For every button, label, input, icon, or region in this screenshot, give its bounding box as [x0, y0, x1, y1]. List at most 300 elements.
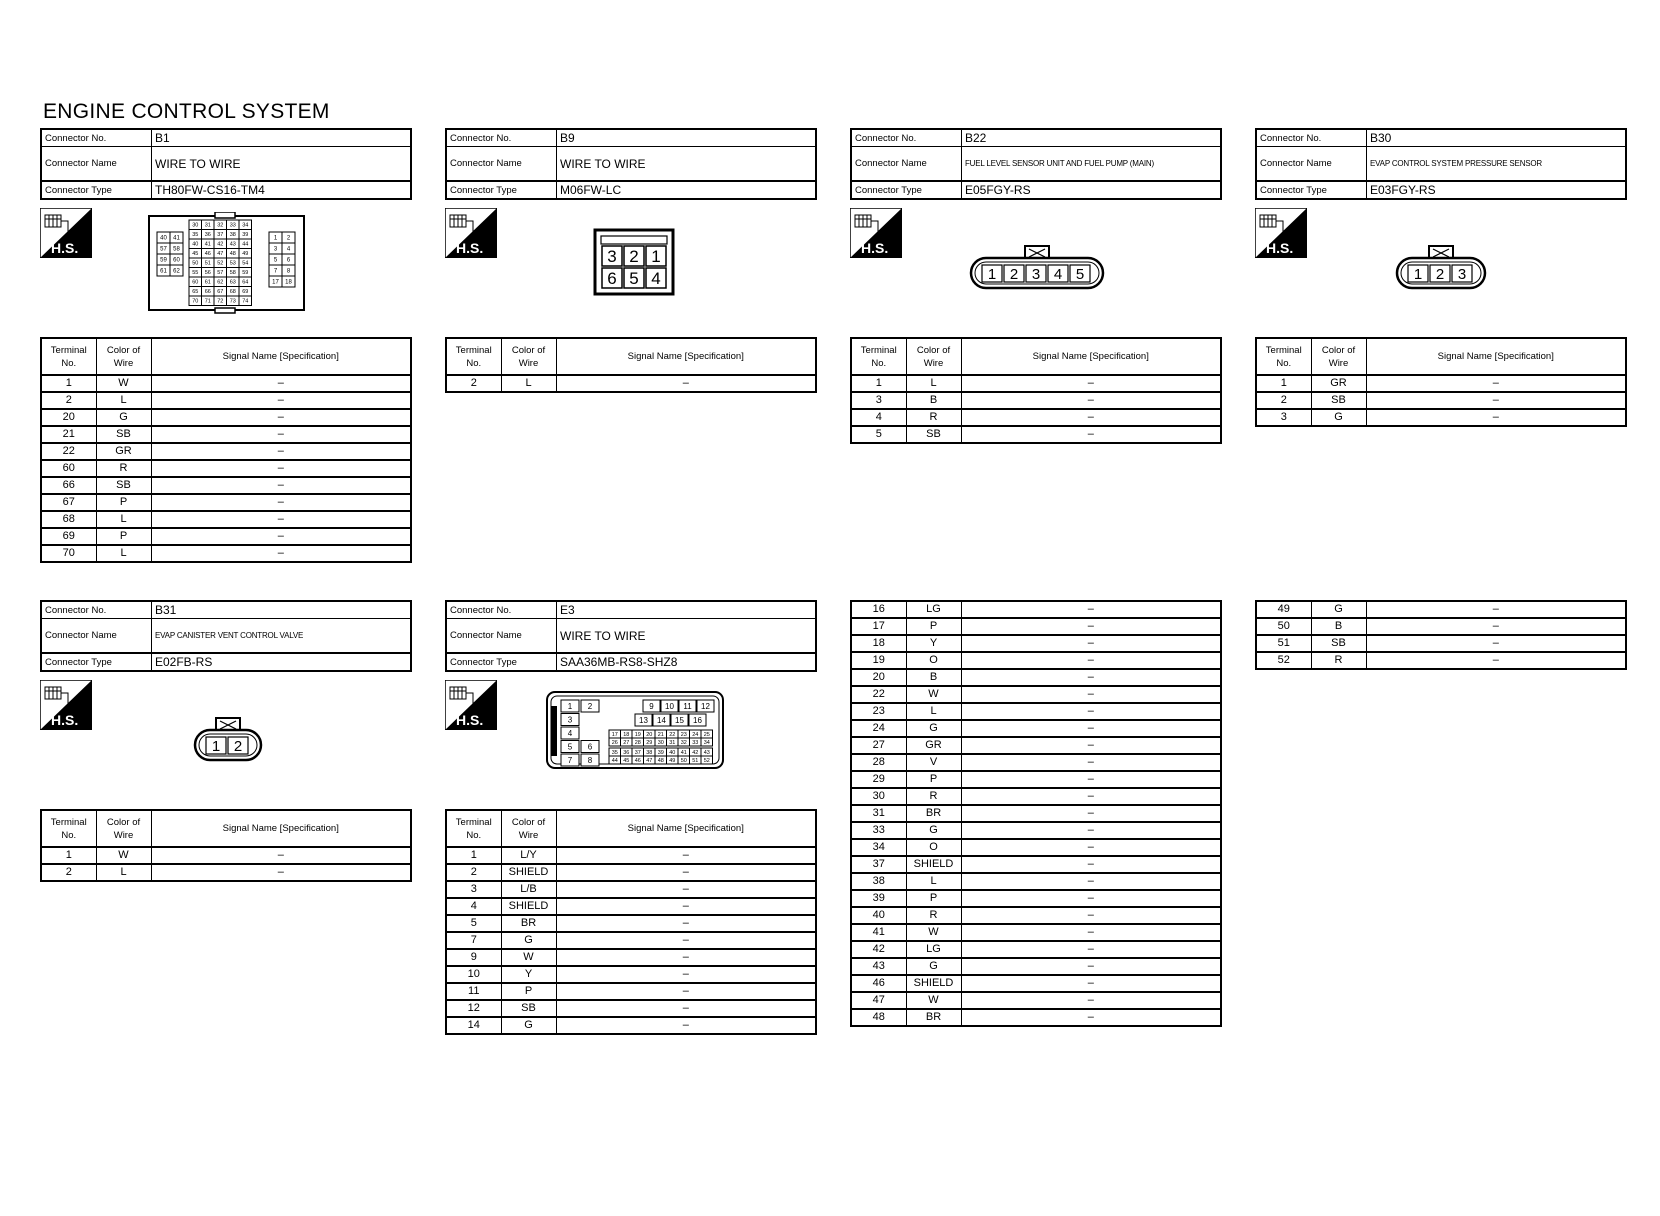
terminal-no-cell: 70: [41, 545, 96, 562]
pin-label: 42: [217, 241, 224, 248]
pin-label: 33: [229, 222, 236, 229]
pin-label: 52: [703, 757, 710, 764]
signal-name-cell: –: [961, 975, 1221, 992]
wire-color-cell: SB: [1311, 635, 1366, 652]
pin-label: 18: [623, 731, 630, 738]
pin-label: 7: [567, 756, 573, 765]
connector-diagram-area: [445, 200, 817, 337]
wire-color-cell: W: [906, 686, 961, 703]
terminal-no-cell: 47: [851, 992, 906, 1009]
wire-color-cell: GR: [96, 443, 151, 460]
pin-label: 27: [623, 739, 630, 746]
table-row: [851, 409, 1221, 426]
pin-label: 3: [567, 715, 573, 725]
pin-label: 5: [629, 269, 639, 288]
signal-name-cell: –: [961, 873, 1221, 890]
signal-name-cell: –: [961, 669, 1221, 686]
table-row: [446, 847, 816, 864]
pin-label: 46: [634, 757, 641, 764]
wire-color-cell: L/Y: [501, 847, 556, 864]
wire-color-cell: R: [96, 460, 151, 477]
table-row: [851, 426, 1221, 443]
table-row: [41, 392, 411, 409]
pin-label: 41: [173, 235, 180, 242]
pin-label: 5: [1075, 266, 1085, 283]
connector-name-label: Connector Name: [41, 619, 152, 654]
wire-color-cell: O: [906, 839, 961, 856]
wire-color-cell: W: [96, 847, 151, 864]
terminal-no-cell: 17: [851, 618, 906, 635]
table-row: [851, 822, 1221, 839]
terminal-no-cell: 2: [1256, 392, 1311, 409]
wire-color-cell: B: [1311, 618, 1366, 635]
wire-color-cell: V: [906, 754, 961, 771]
connector-name-label: Connector Name: [446, 619, 557, 654]
connector-type-label: Connector Type: [41, 653, 152, 671]
wire-color-cell: L: [96, 392, 151, 409]
signal-name-cell: –: [556, 1000, 816, 1017]
connector-name-label: Connector Name: [851, 147, 962, 182]
wire-color-cell: L: [906, 703, 961, 720]
wire-color-cell: L: [906, 375, 961, 392]
table-row: [851, 754, 1221, 771]
wire-color-cell: G: [906, 822, 961, 839]
pin-label: 12: [701, 702, 710, 711]
terminal-no-cell: 20: [851, 669, 906, 686]
terminal-no-cell: 2: [41, 392, 96, 409]
table-row: [851, 635, 1221, 652]
table-row: [41, 477, 411, 494]
wire-color-header: Color of Wire: [501, 338, 556, 375]
table-row: [1256, 392, 1626, 409]
pin-label: 48: [657, 757, 664, 764]
table-row: [1256, 618, 1626, 635]
signal-name-cell: –: [961, 788, 1221, 805]
pin-label: 43: [703, 749, 710, 756]
pin-label: 57: [160, 246, 167, 253]
pin-label: 55: [192, 270, 199, 277]
wire-color-cell: P: [906, 618, 961, 635]
pin-label: 67: [217, 289, 224, 296]
hs-label: H.S.: [456, 712, 484, 728]
terminal-no-cell: 9: [446, 949, 501, 966]
connector-type-value: E03FGY-RS: [1367, 181, 1627, 199]
table-row: [851, 924, 1221, 941]
pin-label: 6: [286, 257, 291, 264]
pin-label: 21: [657, 731, 664, 738]
connector-no-value: E3: [557, 601, 817, 619]
connector-type-value: TH80FW-CS16-TM4: [152, 181, 412, 199]
signal-name-header: Signal Name [Specification]: [151, 338, 411, 375]
pin-label: 48: [229, 251, 236, 258]
table-row: [851, 652, 1221, 669]
wire-color-cell: Y: [906, 635, 961, 652]
connector-diagram-b30: [1395, 244, 1487, 292]
pin-label: 2: [233, 738, 243, 755]
terminal-no-cell: 3: [446, 881, 501, 898]
terminal-no-cell: 3: [851, 392, 906, 409]
pin-label: 2: [1009, 266, 1019, 283]
pin-label: 29: [646, 739, 653, 746]
terminal-table: [850, 600, 1222, 1027]
table-row: [446, 915, 816, 932]
table-row: [851, 907, 1221, 924]
pin-label: 3: [273, 246, 278, 253]
table-row: [851, 805, 1221, 822]
terminal-no-cell: 1: [851, 375, 906, 392]
signal-name-cell: –: [961, 409, 1221, 426]
connector-name-value: WIRE TO WIRE: [152, 147, 412, 182]
pin-label: 58: [229, 270, 236, 277]
wire-color-cell: SHIELD: [501, 864, 556, 881]
pin-label: 13: [639, 716, 648, 725]
signal-name-cell: –: [1366, 375, 1626, 392]
wire-color-cell: L: [906, 873, 961, 890]
terminal-no-cell: 34: [851, 839, 906, 856]
terminal-no-cell: 43: [851, 958, 906, 975]
connector-diagram-area: [1255, 200, 1627, 337]
wire-color-cell: B: [906, 392, 961, 409]
table-row: [446, 1017, 816, 1034]
pin-label: 11: [683, 702, 692, 711]
signal-name-cell: –: [961, 992, 1221, 1009]
pin-label: 22: [669, 731, 676, 738]
connector-block-b9: [445, 128, 817, 393]
wire-color-cell: G: [501, 1017, 556, 1034]
wire-color-cell: B: [906, 669, 961, 686]
table-row: [851, 618, 1221, 635]
pin-label: 37: [634, 749, 641, 756]
wire-color-cell: BR: [906, 805, 961, 822]
connector-no-label: Connector No.: [1256, 129, 1367, 147]
wire-color-header: Color of Wire: [96, 810, 151, 847]
pin-label: 68: [229, 289, 236, 296]
terminal-no-cell: 28: [851, 754, 906, 771]
connector-diagram-b22: [969, 244, 1105, 292]
signal-name-cell: –: [1366, 392, 1626, 409]
table-row: [41, 375, 411, 392]
table-row: [41, 460, 411, 477]
pin-label: 42: [692, 749, 699, 756]
connector-no-value: B9: [557, 129, 817, 147]
table-row: [851, 890, 1221, 907]
signal-name-cell: –: [1366, 409, 1626, 426]
pin-label: 43: [229, 241, 236, 248]
signal-name-cell: –: [961, 805, 1221, 822]
pin-label: 36: [204, 232, 211, 239]
signal-name-header: Signal Name [Specification]: [556, 810, 816, 847]
signal-name-cell: –: [961, 839, 1221, 856]
pin-label: 45: [192, 251, 199, 258]
hs-label: H.S.: [51, 712, 79, 728]
table-row: [446, 375, 816, 392]
pin-label: 44: [242, 241, 249, 248]
terminal-no-cell: 31: [851, 805, 906, 822]
harness-side-icon: [40, 680, 92, 730]
pin-label: 32: [217, 222, 224, 229]
terminal-no-cell: 27: [851, 737, 906, 754]
wire-color-cell: R: [906, 907, 961, 924]
terminal-no-cell: 41: [851, 924, 906, 941]
pin-label: 69: [242, 289, 249, 296]
signal-name-cell: –: [961, 652, 1221, 669]
pin-label: 15: [675, 716, 684, 725]
table-row: [851, 392, 1221, 409]
pin-label: 45: [623, 757, 630, 764]
table-row: [41, 443, 411, 460]
wire-color-cell: SHIELD: [501, 898, 556, 915]
pin-label: 6: [587, 742, 593, 752]
connector-name-value: FUEL LEVEL SENSOR UNIT AND FUEL PUMP (MAIN): [962, 147, 1222, 182]
pin-label: 38: [646, 749, 653, 756]
pin-label: 50: [680, 757, 687, 764]
signal-name-cell: –: [961, 686, 1221, 703]
terminal-no-header: Terminal No.: [41, 810, 96, 847]
pin-label: 40: [192, 241, 199, 248]
pin-label: 53: [229, 260, 236, 267]
pin-label: 66: [204, 289, 211, 296]
table-row: [851, 601, 1221, 618]
connector-diagram-b9: [593, 228, 677, 298]
signal-name-cell: –: [556, 847, 816, 864]
pin-label: 35: [611, 749, 618, 756]
signal-name-cell: –: [556, 966, 816, 983]
signal-name-cell: –: [961, 1009, 1221, 1026]
connector-diagram-area: [445, 672, 817, 809]
wire-color-cell: BR: [501, 915, 556, 932]
wire-color-cell: R: [1311, 652, 1366, 669]
hs-label: H.S.: [456, 240, 484, 256]
connector-diagram-e3: [545, 690, 725, 770]
connector-block-b30: [1255, 128, 1627, 427]
terminal-no-cell: 29: [851, 771, 906, 788]
hs-label: H.S.: [51, 240, 79, 256]
pin-label: 33: [692, 739, 699, 746]
terminal-no-cell: 40: [851, 907, 906, 924]
wire-color-cell: G: [906, 958, 961, 975]
pin-label: 74: [242, 298, 249, 305]
connector-info-table: [40, 128, 412, 200]
table-row: [41, 511, 411, 528]
terminal-no-header: Terminal No.: [446, 810, 501, 847]
pin-label: 4: [286, 246, 291, 253]
terminal-no-cell: 60: [41, 460, 96, 477]
wire-color-cell: SHIELD: [906, 975, 961, 992]
signal-name-cell: –: [151, 545, 411, 562]
terminal-no-cell: 7: [446, 932, 501, 949]
pin-label: 1: [987, 266, 997, 283]
pin-label: 8: [587, 756, 593, 765]
terminal-no-cell: 11: [446, 983, 501, 1000]
terminal-no-cell: 3: [1256, 409, 1311, 426]
pin-label: 70: [192, 298, 199, 305]
terminal-no-cell: 37: [851, 856, 906, 873]
terminal-no-cell: 22: [851, 686, 906, 703]
connector-name-label: Connector Name: [1256, 147, 1367, 182]
table-row: [41, 864, 411, 881]
pin-label: 46: [204, 251, 211, 258]
connector-name-value: EVAP CANISTER VENT CONTROL VALVE: [152, 619, 412, 654]
connector-diagram-area: [40, 200, 412, 337]
pin-label: 19: [634, 731, 641, 738]
pin-label: 2: [629, 247, 639, 266]
signal-name-cell: –: [961, 958, 1221, 975]
pin-label: 61: [160, 268, 167, 275]
wire-color-cell: GR: [906, 737, 961, 754]
pin-label: 28: [634, 739, 641, 746]
table-row: [446, 983, 816, 1000]
pin-label: 63: [229, 279, 236, 286]
wire-color-header: Color of Wire: [501, 810, 556, 847]
pin-label: 16: [693, 716, 702, 725]
wire-color-cell: O: [906, 652, 961, 669]
wire-color-cell: SB: [501, 1000, 556, 1017]
connector-diagram-area: [40, 672, 412, 809]
terminal-no-header: Terminal No.: [446, 338, 501, 375]
pin-label: 60: [192, 279, 199, 286]
pin-label: 3: [1457, 266, 1467, 283]
wire-color-cell: G: [1311, 409, 1366, 426]
pin-label: 62: [217, 279, 224, 286]
terminal-no-cell: 30: [851, 788, 906, 805]
pin-label: 31: [669, 739, 676, 746]
pin-label: 5: [567, 742, 573, 752]
pin-label: 3: [1031, 266, 1041, 283]
pin-label: 4: [567, 729, 573, 738]
signal-name-cell: –: [556, 898, 816, 915]
table-row: [851, 669, 1221, 686]
pin-label: 25: [703, 731, 710, 738]
table-row: [851, 992, 1221, 1009]
table-row: [446, 966, 816, 983]
terminal-no-cell: 51: [1256, 635, 1311, 652]
terminal-no-cell: 20: [41, 409, 96, 426]
signal-name-cell: –: [961, 375, 1221, 392]
terminal-no-cell: 18: [851, 635, 906, 652]
pin-label: 59: [242, 270, 249, 277]
pin-label: 73: [229, 298, 236, 305]
table-row: [851, 1009, 1221, 1026]
pin-label: 7: [273, 268, 278, 275]
pin-label: 17: [272, 279, 279, 286]
terminal-no-cell: 46: [851, 975, 906, 992]
harness-side-icon: [850, 208, 902, 258]
wire-color-cell: G: [501, 932, 556, 949]
terminal-no-header: Terminal No.: [41, 338, 96, 375]
wire-color-cell: G: [1311, 601, 1366, 618]
terminal-no-cell: 14: [446, 1017, 501, 1034]
connector-no-label: Connector No.: [41, 601, 152, 619]
e3-terminal-table-continued-2: [1255, 600, 1627, 670]
terminal-no-cell: 21: [41, 426, 96, 443]
signal-name-cell: –: [556, 949, 816, 966]
connector-no-value: B1: [152, 129, 412, 147]
pin-label: 24: [692, 731, 699, 738]
connector-type-label: Connector Type: [1256, 181, 1367, 199]
signal-name-cell: –: [151, 375, 411, 392]
wire-color-cell: L/B: [501, 881, 556, 898]
pin-label: 49: [669, 757, 676, 764]
table-row: [446, 932, 816, 949]
connector-diagram-b31: [193, 716, 263, 764]
table-row: [851, 856, 1221, 873]
signal-name-cell: –: [961, 924, 1221, 941]
signal-name-cell: –: [151, 847, 411, 864]
terminal-table: [445, 337, 817, 393]
wire-color-header: Color of Wire: [906, 338, 961, 375]
pin-label: 52: [217, 260, 224, 267]
table-row: [41, 528, 411, 545]
signal-name-cell: –: [151, 460, 411, 477]
pin-label: 10: [665, 702, 674, 711]
wire-color-cell: G: [96, 409, 151, 426]
terminal-no-cell: 1: [1256, 375, 1311, 392]
signal-name-cell: –: [556, 881, 816, 898]
table-row: [851, 686, 1221, 703]
pin-label: 1: [567, 702, 573, 711]
wire-color-cell: P: [96, 494, 151, 511]
pin-label: 51: [204, 260, 211, 267]
signal-name-cell: –: [151, 511, 411, 528]
pin-label: 8: [286, 268, 291, 275]
pin-label: 36: [623, 749, 630, 756]
connector-type-label: Connector Type: [446, 653, 557, 671]
signal-name-cell: –: [961, 907, 1221, 924]
connector-type-value: E05FGY-RS: [962, 181, 1222, 199]
harness-side-icon: [1255, 208, 1307, 258]
table-row: [41, 494, 411, 511]
pin-label: 71: [204, 298, 211, 305]
terminal-no-cell: 4: [851, 409, 906, 426]
connector-no-value: B31: [152, 601, 412, 619]
table-row: [41, 409, 411, 426]
wire-color-cell: P: [906, 771, 961, 788]
table-row: [41, 426, 411, 443]
terminal-no-cell: 19: [851, 652, 906, 669]
page-title: ENGINE CONTROL SYSTEM: [43, 100, 330, 123]
hs-label: H.S.: [861, 240, 889, 256]
pin-label: 1: [273, 235, 278, 242]
pin-label: 34: [242, 222, 249, 229]
harness-side-icon: [445, 680, 497, 730]
terminal-no-header: Terminal No.: [1256, 338, 1311, 375]
connector-type-value: E02FB-RS: [152, 653, 412, 671]
pin-label: 47: [217, 251, 224, 258]
connector-no-label: Connector No.: [41, 129, 152, 147]
pin-label: 26: [611, 739, 618, 746]
connector-info-table: [1255, 128, 1627, 200]
wire-color-cell: R: [906, 788, 961, 805]
signal-name-cell: –: [151, 864, 411, 881]
terminal-no-cell: 2: [446, 375, 501, 392]
table-row: [446, 1000, 816, 1017]
pin-label: 62: [173, 268, 180, 275]
connector-info-table: [40, 600, 412, 672]
terminal-no-cell: 42: [851, 941, 906, 958]
pin-label: 40: [669, 749, 676, 756]
wire-color-cell: L: [501, 375, 556, 392]
table-row: [851, 958, 1221, 975]
signal-name-header: Signal Name [Specification]: [961, 338, 1221, 375]
terminal-no-cell: 23: [851, 703, 906, 720]
signal-name-cell: –: [961, 822, 1221, 839]
harness-side-icon: [40, 208, 92, 258]
pin-label: 6: [607, 269, 617, 288]
wire-color-cell: GR: [1311, 375, 1366, 392]
wire-color-cell: Y: [501, 966, 556, 983]
table-row: [41, 545, 411, 562]
wire-color-cell: LG: [906, 941, 961, 958]
